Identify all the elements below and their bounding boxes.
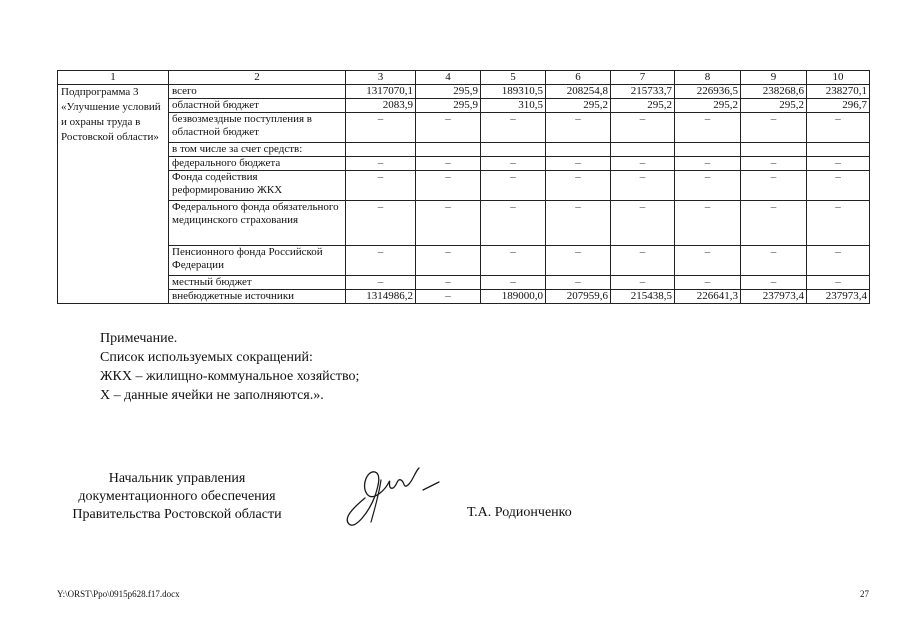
value-cell <box>675 143 741 157</box>
value-cell: – <box>741 276 807 290</box>
value-cell: 296,7 <box>807 99 870 113</box>
value-cell: 215438,5 <box>611 290 675 304</box>
value-cell: – <box>807 157 870 171</box>
program-label-cell: Подпрограмма 3 «Улучшение условий и охраны труда в Ростовской области» <box>58 85 169 304</box>
table-row <box>58 113 870 143</box>
column-header: 8 <box>675 71 741 85</box>
value-cell: – <box>416 157 481 171</box>
value-cell: 295,2 <box>675 99 741 113</box>
budget-table <box>57 70 870 304</box>
value-cell: – <box>546 276 611 290</box>
source-label-cell: Фонда содействия реформированию ЖКХ <box>169 171 346 201</box>
value-cell: – <box>611 276 675 290</box>
abbreviation-item: Х – данные ячейки не заполняются.». <box>100 388 324 403</box>
value-cell: 295,2 <box>611 99 675 113</box>
value-cell: 1314986,2 <box>346 290 416 304</box>
value-cell: 295,2 <box>546 99 611 113</box>
table-row <box>58 246 870 276</box>
value-cell: – <box>807 113 870 143</box>
value-cell <box>481 143 546 157</box>
abbreviations-heading: Список используемых сокращений: <box>100 350 313 365</box>
value-cell: – <box>741 157 807 171</box>
value-cell: 238270,1 <box>807 85 870 99</box>
value-cell: – <box>481 113 546 143</box>
page-number: 27 <box>860 589 869 599</box>
source-label-cell: Федерального фонда обязательного медицинского страхования <box>169 201 346 246</box>
position-line: Начальник управления <box>108 471 246 486</box>
value-cell <box>807 143 870 157</box>
value-cell: – <box>481 171 546 201</box>
value-cell: – <box>611 246 675 276</box>
value-cell: – <box>807 171 870 201</box>
source-label-cell: местный бюджет <box>169 276 346 290</box>
value-cell: – <box>346 113 416 143</box>
value-cell: – <box>346 246 416 276</box>
table-row <box>58 85 870 99</box>
column-header: 7 <box>611 71 675 85</box>
value-cell: – <box>346 157 416 171</box>
value-cell: – <box>741 201 807 246</box>
value-cell: – <box>416 171 481 201</box>
value-cell: – <box>741 113 807 143</box>
value-cell: – <box>346 276 416 290</box>
value-cell: 207959,6 <box>546 290 611 304</box>
value-cell: – <box>611 171 675 201</box>
value-cell: 237973,4 <box>807 290 870 304</box>
value-cell: – <box>546 157 611 171</box>
value-cell: 226936,5 <box>675 85 741 99</box>
value-cell: – <box>611 113 675 143</box>
value-cell: – <box>807 201 870 246</box>
footer-file-path: Y:\ORST\Ppo\0915p628.f17.docx <box>57 589 180 599</box>
value-cell: – <box>346 171 416 201</box>
value-cell: – <box>741 246 807 276</box>
note-title: Примечание. <box>100 331 178 346</box>
value-cell: 295,9 <box>416 85 481 99</box>
source-label-cell: всего <box>169 85 346 99</box>
value-cell: – <box>675 157 741 171</box>
source-label-cell: Пенсионного фонда Российской Федерации <box>169 246 346 276</box>
table-row <box>58 99 870 113</box>
table-row <box>58 290 870 304</box>
value-cell: – <box>416 276 481 290</box>
table-row <box>58 276 870 290</box>
table-header-row <box>58 71 870 85</box>
value-cell: – <box>675 201 741 246</box>
source-label-cell: безвозмездные поступления в областной бюджет <box>169 113 346 143</box>
value-cell: – <box>481 276 546 290</box>
table-row <box>58 157 870 171</box>
column-header: 2 <box>169 71 346 85</box>
source-label-cell: в том числе за счет средств: <box>169 143 346 157</box>
value-cell <box>416 143 481 157</box>
signatory-name: Т.А. Родионченко <box>467 505 572 520</box>
value-cell: 2083,9 <box>346 99 416 113</box>
value-cell: – <box>546 171 611 201</box>
value-cell: 295,2 <box>741 99 807 113</box>
column-header: 1 <box>58 71 169 85</box>
handwritten-signature <box>335 460 450 530</box>
value-cell: 226641,3 <box>675 290 741 304</box>
value-cell: – <box>481 201 546 246</box>
abbreviation-item: ЖКХ – жилищно-коммунальное хозяйство; <box>100 369 360 384</box>
value-cell: – <box>675 113 741 143</box>
position-line: документационного обеспечения <box>78 489 276 504</box>
value-cell: – <box>416 246 481 276</box>
value-cell: – <box>675 276 741 290</box>
value-cell <box>611 143 675 157</box>
value-cell: – <box>546 113 611 143</box>
table-row <box>58 143 870 157</box>
value-cell: 208254,8 <box>546 85 611 99</box>
column-header: 5 <box>481 71 546 85</box>
signatory-position <box>57 470 297 524</box>
value-cell: – <box>546 201 611 246</box>
source-label-cell: федерального бюджета <box>169 157 346 171</box>
value-cell: – <box>416 201 481 246</box>
column-header: 3 <box>346 71 416 85</box>
value-cell: – <box>675 246 741 276</box>
value-cell: – <box>611 157 675 171</box>
value-cell: – <box>741 171 807 201</box>
value-cell: – <box>807 246 870 276</box>
value-cell <box>741 143 807 157</box>
value-cell: – <box>807 276 870 290</box>
value-cell: 295,9 <box>416 99 481 113</box>
value-cell: – <box>675 171 741 201</box>
value-cell: 215733,7 <box>611 85 675 99</box>
source-label-cell: внебюджетные источники <box>169 290 346 304</box>
value-cell: 237973,4 <box>741 290 807 304</box>
value-cell: 1317070,1 <box>346 85 416 99</box>
column-header: 6 <box>546 71 611 85</box>
column-header: 4 <box>416 71 481 85</box>
value-cell: – <box>346 201 416 246</box>
value-cell: – <box>416 290 481 304</box>
table-row <box>58 171 870 201</box>
value-cell: – <box>546 246 611 276</box>
value-cell: 189000,0 <box>481 290 546 304</box>
table-row <box>58 201 870 246</box>
column-header: 10 <box>807 71 870 85</box>
source-label-cell: областной бюджет <box>169 99 346 113</box>
value-cell: – <box>481 246 546 276</box>
value-cell: 189310,5 <box>481 85 546 99</box>
column-header: 9 <box>741 71 807 85</box>
value-cell <box>346 143 416 157</box>
value-cell: – <box>416 113 481 143</box>
value-cell: – <box>481 157 546 171</box>
note-block <box>100 329 359 405</box>
value-cell: 238268,6 <box>741 85 807 99</box>
value-cell: – <box>611 201 675 246</box>
value-cell: 310,5 <box>481 99 546 113</box>
value-cell <box>546 143 611 157</box>
position-line: Правительства Ростовской области <box>72 507 282 522</box>
